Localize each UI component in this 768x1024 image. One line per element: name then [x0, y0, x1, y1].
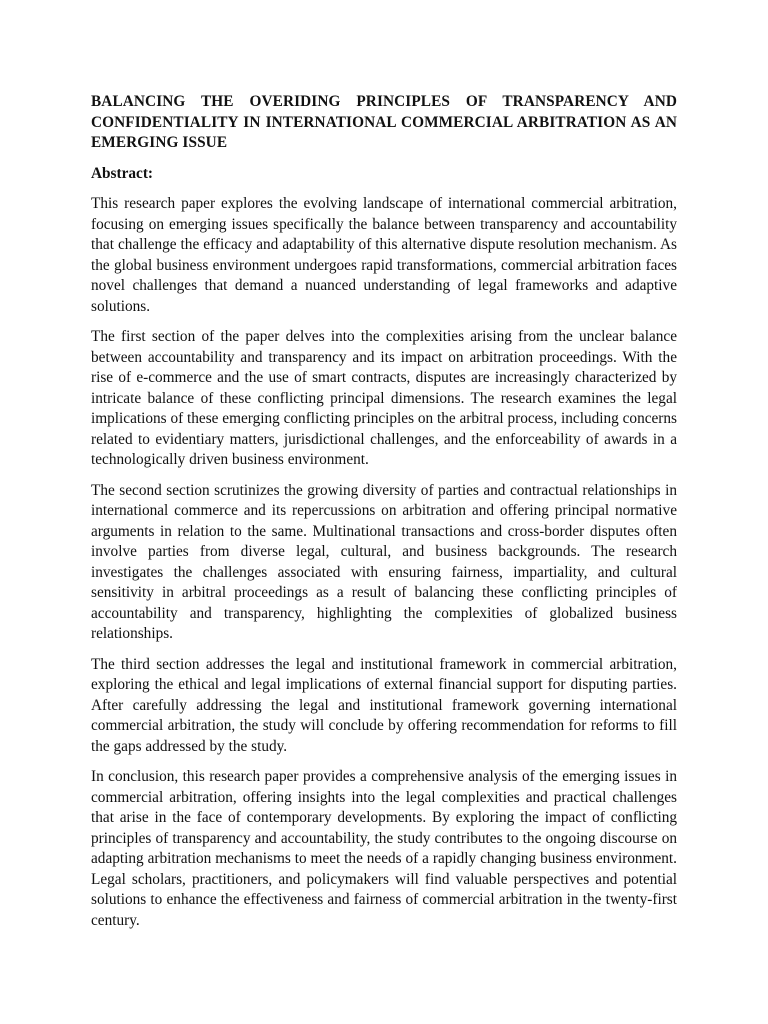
abstract-paragraph-first-section: The first section of the paper delves into the complexities arising from the unclear balance between accountability and transparency and its impact on arbitration proceedings. With the rise of e-commerce and the use of smart contracts, disputes are increasingly characterized by intricate balance of these conflicting principal dimensions. The research examines the legal implications of these emerging conflicting principles on the arbitral process, including concerns related to evidentiary matters, jurisdictional challenges, and the enforceability of awards in a technologically driven business environment. [91, 328, 677, 468]
abstract-paragraph-third-section: The third section addresses the legal and institutional framework in commercial arbitration, exploring the ethical and legal implications of external financial support for disputing parties. After carefully addressing the legal and institutional framework governing international commercial arbitration, the study will conclude by offering recommendation for reforms to fill the gaps addressed by the study. [91, 655, 677, 755]
abstract-heading: Abstract: [91, 164, 154, 182]
abstract-paragraph-second-section: The second section scrutinizes the growing diversity of parties and contractual relationships in international commerce and its repercussions on arbitration and offering principal normative arguments in relation to the same. Multinational transactions and cross-border disputes often involve parties from diverse legal, cultural, and business backgrounds. The research investigates the challenges associated with ensuring fairness, impartiality, and cultural sensitivity in arbitral proceedings as a result of balancing these conflicting principles of accountability and transparency, highlighting the complexities of globalized business relationships. [91, 481, 677, 642]
abstract-paragraph-intro: This research paper explores the evolving landscape of international commercial arbitration, focusing on emerging issues specifically the balance between transparency and accountability that challenge the efficacy and adaptability of this alternative dispute resolution mechanism. As the global business environment undergoes rapid transformations, commercial arbitration faces novel challenges that demand a nuanced understanding of legal frameworks and adaptive solutions. [91, 195, 677, 315]
document-page [91, 92, 677, 941]
paper-title: BALANCING THE OVERIDING PRINCIPLES OF TRANSPARENCY AND CONFIDENTIALITY IN INTERNATIONAL COMMERCIAL ARBITRATION AS AN EMERGING ISSUE [91, 93, 677, 151]
abstract-paragraph-conclusion: In conclusion, this research paper provides a comprehensive analysis of the emerging issues in commercial arbitration, offering insights into the legal complexities and practical challenges that arise in the face of contemporary developments. By exploring the impact of conflicting principles of transparency and accountability, the study contributes to the ongoing discourse on adapting arbitration mechanisms to meet the needs of a rapidly changing business environment. Legal scholars, practitioners, and policymakers will find valuable perspectives and potential solutions to enhance the effectiveness and fairness of commercial arbitration in the twenty-first century. [91, 768, 677, 929]
